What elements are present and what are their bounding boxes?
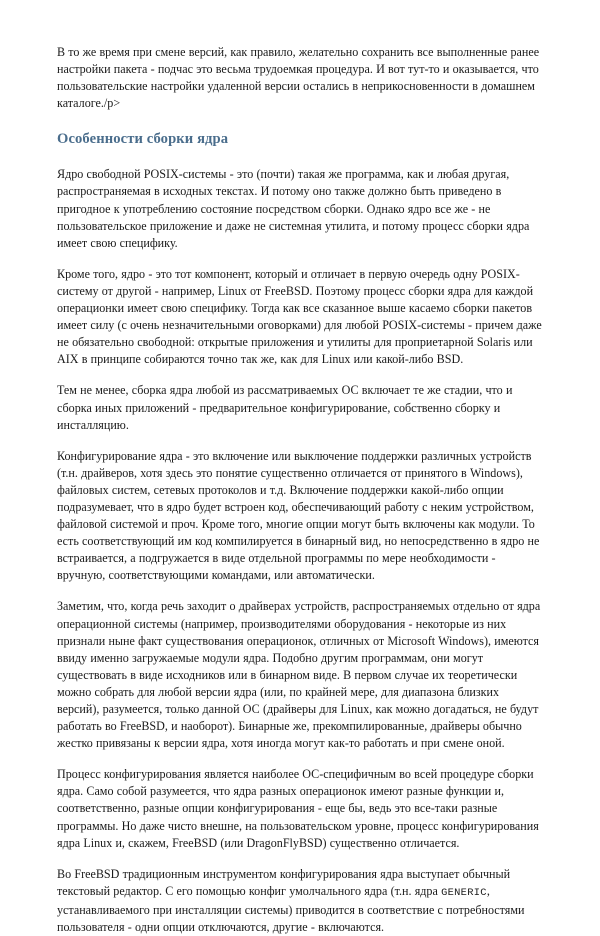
paragraph-loadable-modules: Заметим, что, когда речь заходит о драйверах устройств, распространяемых отдельно от ядра операционной системы (например, производителями оборудования - некоторые из них признали ныне факт существования операционок, отличных от Microsoft Windows), имеются ввиду именно загружаемые модули ядра. Подобно другим программам, они могут существовать в виде исходников или в бинарном виде. В первом случае их теоретически можно собрать для любой версии ядра (или, по крайней мере, для диапазона близких версий), разумеется, только данной ОС (драйверы для Linux, как можно догадаться, не будут работать во FreeBSD, и наоборот). Бинарные же, прекомпилированные, драйверы обычно жестко привязаны к версии ядра, хотя иногда могут как-то работать и при смене оной.: [57, 599, 541, 751]
freebsd-text-after-generic: , устанавливаемого при инсталляции системы) приводится в соответствие с потребностями пользователя - одни опции отключаются, другие - включаются.: [57, 883, 525, 935]
paragraph-kernel-configuration: Конфигурирование ядра - это включение или выключение поддержки различных устройств (т.н. драйверов, хотя здесь это понятие существенно отличается от принятого в Windows), файловых систем, сетевых протоколов и т.д. Включение поддержки какой-либо опции подразумевает, что в ядро будет встроен код, обеспечивающий работу с неким устройством, файловой системой и проч. Кроме того, многие опции могут быть включены как модули. То есть соответствующий им код компилируется в бинарный вид, но непосредственно в ядро не встраивается, а подгружается в виде отдельной программы по мере необходимости - вручную, соответствующими командами, или автоматически.: [57, 448, 540, 583]
paragraph-build-stages: Тем не менее, сборка ядра любой из рассматриваемых ОС включает те же стадии, что и сборка иных приложений - предварительное конфигурирование, собственно сборку и инсталляцию.: [57, 383, 513, 432]
freebsd-text-before-generic: Во FreeBSD традиционным инструментом конфигурирования ядра выступает обычный текстовый редактор. С его помощью конфиг умолчального ядра (т.н. ядра: [57, 866, 511, 898]
paragraph-kernel-distinguishes-os: Кроме того, ядро - это тот компонент, который и отличает в первую очередь одну POSIX-систему от другой - например, Linux от FreeBSD. Поэтому процесс сборки ядра для каждой операционки имеет свою специфику. Тогда как все сказанное выше касаемо сборки пакетов имеет силу (с очень незначительными оговорками) для любой POSIX-системы - причем даже не обязательно свободной: открытые приложения и утилиты для проприетарной Solaris или AIX в принципе собираются точно так же, как для Linux или какой-либо BSD.: [57, 266, 542, 367]
document-body: [57, 44, 543, 936]
section-heading: Особенности сборки ядра: [57, 131, 229, 148]
generic-kernel-code: GENERIC: [441, 886, 487, 899]
paragraph-freebsd-generic: [57, 866, 543, 936]
paragraph-os-specific-configuration: Процесс конфигурирования является наиболее ОС-специфичным во всей процедуре сборки ядра. Само собой разумеется, что ядра разных операционок имеют разные функции и, соответственно, разные опции конфигурирования - еще бы, ведь это все-таки разные программы. Но даже чисто внешне, на пользовательском уровне, процесс конфигурирования ядра Linux и, скажем, FreeBSD (или DragonFlyBSD) существенно отличается.: [57, 767, 539, 850]
paragraph-kernel-posix: Ядро свободной POSIX-системы - это (почти) такая же программа, как и любая другая, распространяемая в исходных текстах. И потому оно также должно быть приведено в пригодное к употреблению состояние посредством сборки. Однако ядро все же - не пользовательское приложение и даже не системная утилита, и потому процесс сборки ядра имеет свою специфику.: [57, 167, 530, 250]
paragraph-intro: В то же время при смене версий, как правило, желательно сохранить все выполненные ранее настройки пакета - подчас это весьма трудоемкая процедура. И вот тут-то и оказывается, что пользовательские настройки удаленной версии остались в неприкосновенности в домашнем каталоге./p>: [57, 45, 540, 111]
